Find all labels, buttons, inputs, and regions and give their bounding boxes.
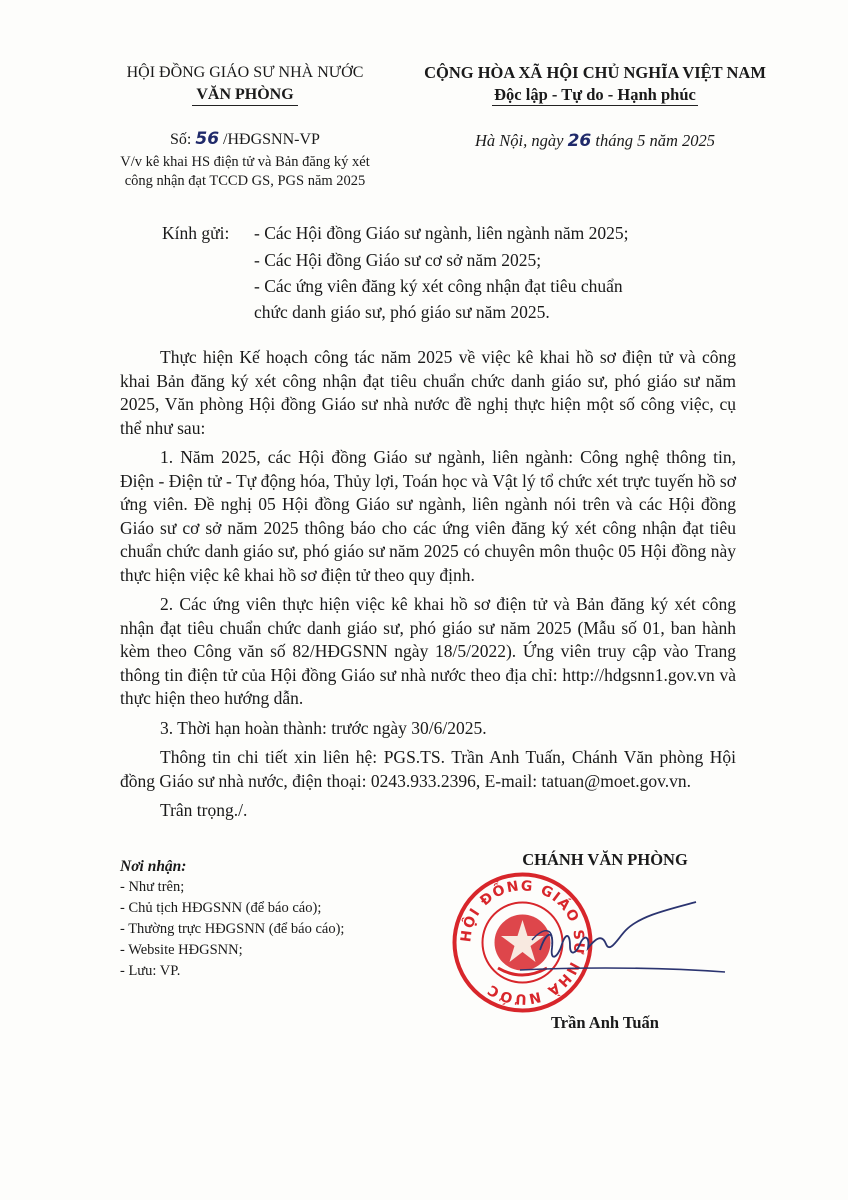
org-name: HỘI ĐỒNG GIÁO SƯ NHÀ NƯỚC bbox=[126, 64, 364, 81]
signer-title: CHÁNH VĂN PHÒNG bbox=[522, 850, 688, 869]
doc-reference bbox=[95, 128, 395, 191]
distribution-item: - Website HĐGSNN; bbox=[120, 942, 243, 958]
distribution-item: - Như trên; bbox=[120, 879, 185, 895]
seal-text: HỘI ĐỒNG GIÁO SƯ NHÀ NƯỚC bbox=[458, 878, 587, 1007]
distribution-list bbox=[120, 856, 420, 982]
handwritten-day: 26 bbox=[567, 131, 592, 151]
handwritten-doc-number: 56 bbox=[195, 129, 220, 149]
distribution-item: - Thường trực HĐGSNN (để báo cáo); bbox=[120, 921, 345, 937]
doc-date: Hà Nội, ngày 26 tháng 5 năm 2025 bbox=[474, 131, 715, 151]
item-2-paragraph: 2. Các ứng viên thực hiện việc kê khai hồ sơ điện tử và Bản đăng ký xét công nhận đạt tiêu chuẩn chức danh giáo sư, phó giáo sư năm 2025 (Mẫu số 01, ban hành kèm theo Công văn số 82/HĐGSNN ngày 18/5/2022). Ứng viên truy cập vào Trang thông tin điện tử của Hội đồng Giáo sư nhà nước theo địa chỉ: http://hdgsnn1.gov.vn và thực hiện theo hướng dẫn. bbox=[120, 594, 736, 708]
item-3-paragraph: 3. Thời hạn hoàn thành: trước ngày 30/6/2025. bbox=[160, 717, 487, 738]
distribution-item: - Lưu: VP. bbox=[120, 963, 181, 979]
issuing-organization bbox=[95, 62, 395, 106]
doc-number: Số: 56 /HĐGSNN-VP bbox=[170, 129, 320, 149]
subject-line-1: V/v kê khai HS điện tử và Bản đăng ký xét bbox=[120, 154, 370, 170]
item-1-paragraph: 1. Năm 2025, các Hội đồng Giáo sư ngành, liên ngành: Công nghệ thông tin, Điện - Điện tử - Tự động hóa, Thủy lợi, Toán học và Vật lý tổ chức xét trực tuyến hồ sơ ứng viên. Đề nghị 05 Hội đồng Giáo sư ngành, liên ngành nói trên và các Hội đồng Giáo sư cơ sở năm 2025 thông báo cho các ứng viên đăng ký xét công nhận đạt tiêu chuẩn chức danh giáo sư, phó giáo sư năm 2025 có chuyên môn thuộc 05 Hội đồng này thực hiện việc kê khai hồ sơ điện tử theo quy định. bbox=[120, 447, 736, 585]
national-motto bbox=[405, 62, 785, 106]
recipient-3: - Các ứng viên đăng ký xét công nhận đạt tiêu chuẩn bbox=[254, 276, 623, 296]
org-office: VĂN PHÒNG bbox=[95, 84, 395, 106]
signer-name: Trần Anh Tuấn bbox=[551, 1013, 659, 1032]
letter-body bbox=[120, 346, 736, 829]
recipient-2: - Các Hội đồng Giáo sư cơ sở năm 2025; bbox=[254, 249, 542, 270]
recipient-1: - Các Hội đồng Giáo sư ngành, liên ngành năm 2025; bbox=[254, 223, 629, 243]
nation-motto: Độc lập - Tự do - Hạnh phúc bbox=[494, 85, 696, 104]
distribution-item: - Chủ tịch HĐGSNN (để báo cáo); bbox=[120, 900, 322, 916]
recipient-3-cont: chức danh giáo sư, phó giáo sư năm 2025. bbox=[254, 301, 550, 322]
closing-line: Trân trọng./. bbox=[160, 800, 248, 820]
distribution-title: Nơi nhận: bbox=[120, 858, 187, 875]
recipients-label: Kính gửi: bbox=[162, 223, 230, 243]
intro-paragraph: Thực hiện Kế hoạch công tác năm 2025 về việc kê khai hồ sơ điện tử và công khai Bản đăng ký xét công nhận đạt tiêu chuẩn chức danh giáo sư, phó giáo sư năm 2025, Văn phòng Hội đồng Giáo sư nhà nước đề nghị thực hiện một số công việc, cụ thể như sau: bbox=[120, 347, 736, 438]
contact-paragraph: Thông tin chi tiết xin liên hệ: PGS.TS. Trần Anh Tuấn, Chánh Văn phòng Hội đồng Giáo sư nhà nước, điện thoại: 0243.933.2396, E-mail: tatuan@moet.gov.vn. bbox=[120, 747, 736, 791]
subject-line-2: công nhận đạt TCCD GS, PGS năm 2025 bbox=[124, 173, 366, 189]
recipients bbox=[162, 222, 722, 324]
nation-name: CỘNG HÒA XÃ HỘI CHỦ NGHĨA VIỆT NAM bbox=[424, 63, 766, 82]
handwritten-signature bbox=[500, 900, 730, 990]
